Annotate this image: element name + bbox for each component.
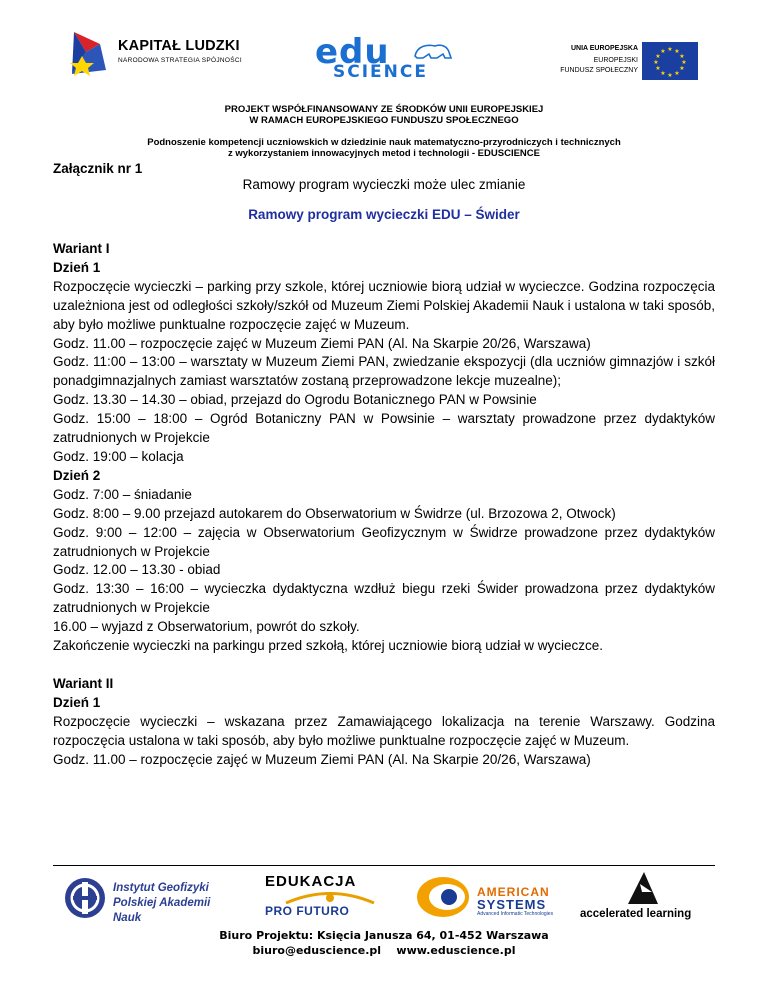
eu-line1: UNIA EUROPEJSKA <box>570 45 638 52</box>
variant1-day1-heading: Dzień 1 <box>53 259 101 275</box>
svg-text:★: ★ <box>667 72 673 79</box>
svg-text:★: ★ <box>667 46 673 53</box>
list-item: Godz. 12.00 – 13.30 - obiad <box>53 562 221 578</box>
project-email: biuro@eduscience.pl <box>252 944 382 957</box>
eu-logo <box>540 42 700 82</box>
kapital-ludzki-emblem-icon <box>66 30 114 80</box>
eu-line2: EUROPEJSKI <box>593 57 638 64</box>
variant1-heading: Wariant I <box>53 241 110 256</box>
list-item: 16.00 – wyjazd z Obserwatorium, powrót do szkoły. <box>53 619 360 635</box>
list-item: Godz. 9:00 – 12:00 – zajęcia w Obserwatorium Geofizycznym w Świdrze prowadzone przez dydaktyków zatrudnionych w Projekcie <box>53 524 715 559</box>
igf-line2: Polskiej Akademii Nauk <box>113 897 211 924</box>
eduscience-logo <box>313 32 453 82</box>
kapital-ludzki-subtitle: NARODOWA STRATEGIA SPÓJNOŚCI <box>118 57 242 64</box>
accelerated-text: accelerated learning <box>580 908 692 920</box>
list-item: Godz. 7:00 – śniadanie <box>53 486 192 502</box>
list-item: Godz. 19:00 – kolacja <box>53 448 184 464</box>
project-address: Biuro Projektu: Księcia Janusza 64, 01-452 Warszawa <box>219 929 549 942</box>
svg-text:★: ★ <box>660 70 666 77</box>
eduscience-logo-top: edu <box>315 32 390 72</box>
list-item: Godz. 13.30 – 14.30 – obiad, przejazd do Ogrodu Botanicznego PAN w Powsinie <box>53 392 537 408</box>
svg-text:★: ★ <box>674 48 680 55</box>
program-title: Ramowy program wycieczki EDU – Świder <box>248 207 520 222</box>
program-note: Ramowy program wycieczki może ulec zmianie <box>242 177 526 192</box>
project-contacts <box>0 944 768 957</box>
svg-text:★: ★ <box>660 48 666 55</box>
list-item: Godz. 11.00 – rozpoczęcie zajęć w Muzeum Ziemi PAN (Al. Na Skarpie 20/26, Warszawa) <box>53 335 591 351</box>
svg-text:★: ★ <box>655 65 661 72</box>
sun-arc-icon <box>282 890 378 904</box>
variant1-day2-heading: Dzień 2 <box>53 467 101 483</box>
project-line2: W RAMACH EUROPEJSKIEGO FUNDUSZU SPOŁECZNEGO <box>249 115 519 126</box>
list-item: Godz. 11.00 – rozpoczęcie zajęć w Muzeum Ziemi PAN (Al. Na Skarpie 20/26, Warszawa) <box>53 751 591 767</box>
kapital-ludzki-logo <box>66 30 246 80</box>
footer-divider <box>53 865 715 866</box>
svg-text:★: ★ <box>653 59 659 66</box>
svg-text:★: ★ <box>679 65 685 72</box>
eu-flag-icon <box>642 42 698 80</box>
goal-line1: Podnoszenie kompetencji uczniowskich w dziedzinie nauk matematyczno-przyrodniczych i technicznych <box>147 137 621 148</box>
svg-text:★: ★ <box>655 53 661 60</box>
list-item: Godz. 11:00 – 13:00 – warsztaty w Muzeum Ziemi PAN, zwiedzanie ekspozycji (dla uczniów gimnazjów i szkół ponadgimnazjalnych zamiast warsztatów zostaną przeprowadzone lekcje muzealne); <box>53 354 715 389</box>
project-line1: PROJEKT WSPÓŁFINANSOWANY ZE ŚRODKÓW UNII EUROPEJSKIEJ <box>224 104 544 115</box>
variant2-day1-heading: Dzień 1 <box>53 694 101 710</box>
edukacja-bottom: PRO FUTURO <box>265 904 350 918</box>
igf-line1: Instytut Geofizyki <box>113 882 209 894</box>
svg-text:★: ★ <box>679 53 685 60</box>
edukacja-top: EDUKACJA <box>265 873 357 890</box>
igf-emblem-icon <box>63 876 107 920</box>
list-item: Rozpoczęcie wycieczki – wskazana przez Zamawiającego lokalizacja na terenie Warszawy. Godzina rozpoczęcia ustalona w taki sposób, aby było możliwe punktualne rozpoczęcie zajęć w Muzeum. <box>53 713 715 748</box>
igf-text <box>113 881 228 926</box>
eu-line3: FUNDUSZ SPOŁECZNY <box>560 67 638 74</box>
variant2-heading: Wariant II <box>53 675 114 691</box>
accelerated-learning-icon <box>622 870 662 906</box>
american-line1: AMERICAN <box>477 885 550 899</box>
american-tagline: Advanced Informatic Technologies <box>477 911 554 917</box>
svg-text:★: ★ <box>681 59 687 66</box>
edukacja-pro-futuro-logo <box>262 873 402 923</box>
kapital-ludzki-title: KAPITAŁ LUDZKI <box>118 38 240 54</box>
igf-pan-logo <box>63 876 228 924</box>
list-item: Godz. 13:30 – 16:00 – wycieczka dydaktyczna wzdłuż biegu rzeki Świder prowadzona przez dydaktyków zatrudnionych w Projekcie <box>53 581 715 616</box>
list-item: Godz. 8:00 – 9.00 przejazd autokarem do Obserwatorium w Świdrze (ul. Brzozowa 2, Otwock) <box>53 505 616 521</box>
list-item: Zakończenie wycieczki na parkingu przed szkołą, której uczniowie biorą udział w wycieczce. <box>53 638 603 654</box>
eduscience-logo-bottom: SCIENCE <box>333 62 428 82</box>
accelerated-learning-logo <box>580 870 710 925</box>
american-systems-logo <box>413 875 573 920</box>
program-content <box>53 240 715 769</box>
attachment-label: Załącznik nr 1 <box>53 161 143 176</box>
bear-icon <box>413 40 453 62</box>
project-website: www.eduscience.pl <box>396 944 516 957</box>
list-item: Godz. 15:00 – 18:00 – Ogród Botaniczny PAN w Powsinie – warsztaty prowadzone przez dydaktyków zatrudnionych w Projekcie <box>53 411 715 446</box>
goal-line2: z wykorzystaniem innowacyjnych metod i technologii - EDUSCIENCE <box>228 148 540 159</box>
list-item: Rozpoczęcie wycieczki – parking przy szkole, której uczniowie biorą udział w wycieczce. Godzina rozpoczęcia uzależniona jest od odległości szkoły/szkół od Muzeum Ziemi Polskiej Akademii Nauk i ustalona w taki sposób, aby było możliwe punktualne rozpoczęcie zajęć w Muzeum. <box>53 278 715 332</box>
american-line2: SYSTEMS <box>477 897 547 912</box>
svg-text:★: ★ <box>674 70 680 77</box>
